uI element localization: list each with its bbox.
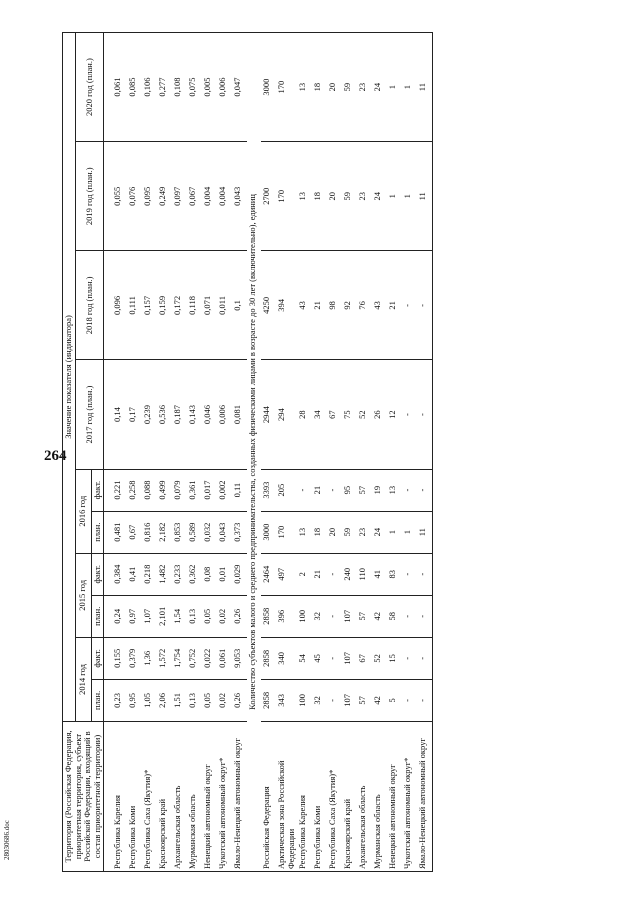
table-row (417, 33, 433, 872)
value-cell: 0,97 (127, 595, 142, 637)
value-cell: 0,221 (112, 469, 127, 511)
row-territory: Красноярский край (342, 722, 357, 872)
header-2018: 2018 год (план.) (75, 251, 104, 360)
value-cell: 0,011 (217, 251, 232, 360)
value-cell: 20 (327, 511, 342, 553)
value-cell: 0,155 (112, 637, 127, 679)
value-cell: 100 (297, 679, 312, 721)
value-cell: 13 (297, 142, 312, 251)
value-cell: - (327, 553, 342, 595)
header-fact: факт. (91, 553, 104, 595)
value-cell: 0,022 (202, 637, 217, 679)
value-cell: 0,589 (187, 511, 202, 553)
table-row (172, 33, 187, 872)
value-cell: - (417, 553, 433, 595)
value-cell: 1 (402, 33, 417, 142)
value-cell: 1,754 (172, 637, 187, 679)
header-2014: 2014 год (75, 637, 91, 721)
value-cell: 0,05 (202, 679, 217, 721)
row-territory: Мурманская область (187, 722, 202, 872)
value-cell: 59 (342, 33, 357, 142)
value-cell: 2858 (261, 595, 276, 637)
value-cell: 21 (312, 251, 327, 360)
value-cell: - (402, 469, 417, 511)
table-row (327, 33, 342, 872)
row-territory: Российская Федерация (261, 722, 276, 872)
value-cell: 59 (342, 511, 357, 553)
value-cell: 0,187 (172, 360, 187, 469)
value-cell: 52 (357, 360, 372, 469)
value-cell: 0,277 (157, 33, 172, 142)
value-cell: - (297, 469, 312, 511)
header-plan: план. (91, 679, 104, 721)
value-cell: 0,075 (187, 33, 202, 142)
value-cell: 0,085 (127, 33, 142, 142)
value-cell: 13 (387, 469, 402, 511)
value-cell: 43 (372, 251, 387, 360)
value-cell: 0,047 (232, 33, 247, 142)
value-cell: 294 (276, 360, 297, 469)
row-territory: Чукотский автономный округ* (402, 722, 417, 872)
row-territory: Арктическая зона Российской Федерации (276, 722, 297, 872)
value-cell: 0,362 (187, 553, 202, 595)
value-cell: 0,029 (232, 553, 247, 595)
value-cell: 92 (342, 251, 357, 360)
value-cell: 0,096 (112, 251, 127, 360)
value-cell: 20 (327, 33, 342, 142)
value-cell: 0,032 (202, 511, 217, 553)
table-row (276, 33, 297, 872)
value-cell: 2700 (261, 142, 276, 251)
value-cell: 0,13 (187, 595, 202, 637)
value-cell: 0,233 (172, 553, 187, 595)
value-cell: - (327, 469, 342, 511)
value-cell: 3000 (261, 511, 276, 553)
value-cell: 0,006 (217, 360, 232, 469)
value-cell: 0,752 (187, 637, 202, 679)
row-territory: Ямало-Ненецкий автономный округ (232, 722, 247, 872)
value-cell: 2858 (261, 637, 276, 679)
value-cell: 0,379 (127, 637, 142, 679)
row-territory: Мурманская область (372, 722, 387, 872)
value-cell: 100 (297, 595, 312, 637)
value-cell: 0,373 (232, 511, 247, 553)
value-cell: 11 (417, 33, 433, 142)
value-cell: 0,05 (202, 595, 217, 637)
value-cell: 1 (402, 511, 417, 553)
value-cell: 396 (276, 595, 297, 637)
value-cell: 59 (342, 142, 357, 251)
row-territory: Красноярский край (157, 722, 172, 872)
value-cell: 340 (276, 637, 297, 679)
value-cell: 0,816 (142, 511, 157, 553)
value-cell: - (417, 360, 433, 469)
header-plan: план. (91, 511, 104, 553)
value-cell: 1,05 (142, 679, 157, 721)
value-cell: 110 (357, 553, 372, 595)
value-cell: 0,41 (127, 553, 142, 595)
table-row (387, 33, 402, 872)
value-cell: - (327, 637, 342, 679)
value-cell: 0,095 (142, 142, 157, 251)
value-cell: 0,017 (202, 469, 217, 511)
value-cell: 0,172 (172, 251, 187, 360)
value-cell: 107 (342, 595, 357, 637)
value-cell: 21 (387, 251, 402, 360)
value-cell: 0,055 (112, 142, 127, 251)
value-cell: 0,118 (187, 251, 202, 360)
table-row (187, 33, 202, 872)
header-fact: факт. (91, 469, 104, 511)
row-territory: Республика Саха (Якутия)* (142, 722, 157, 872)
table-row (297, 33, 312, 872)
value-cell: 57 (357, 679, 372, 721)
value-cell: - (327, 595, 342, 637)
value-cell: 58 (387, 595, 402, 637)
table-row (232, 33, 247, 872)
value-cell: 0,17 (127, 360, 142, 469)
value-cell: 0,111 (127, 251, 142, 360)
value-cell: 0,043 (232, 142, 247, 251)
value-cell: 1 (387, 33, 402, 142)
value-cell: 1,54 (172, 595, 187, 637)
value-cell: 0,258 (127, 469, 142, 511)
value-cell: 28 (297, 360, 312, 469)
header-2020: 2020 год (план.) (75, 33, 104, 142)
rotated-table-container (62, 32, 522, 872)
row-territory: Республика Коми (127, 722, 142, 872)
value-cell: 54 (297, 637, 312, 679)
value-cell: 20 (327, 142, 342, 251)
value-cell: 0,108 (172, 33, 187, 142)
value-cell: 0,11 (232, 469, 247, 511)
value-cell: - (402, 637, 417, 679)
value-cell: 0,043 (217, 511, 232, 553)
value-cell: 18 (312, 142, 327, 251)
value-cell: 0,02 (217, 595, 232, 637)
value-cell: - (402, 553, 417, 595)
value-cell: 0,384 (112, 553, 127, 595)
value-cell: 0,239 (142, 360, 157, 469)
value-cell: - (417, 679, 433, 721)
value-cell: - (417, 637, 433, 679)
value-cell: 0,143 (187, 360, 202, 469)
value-cell: 0,218 (142, 553, 157, 595)
value-cell: 2464 (261, 553, 276, 595)
value-cell: 1,07 (142, 595, 157, 637)
value-cell: 24 (372, 142, 387, 251)
value-cell: 0,1 (232, 251, 247, 360)
table-row (342, 33, 357, 872)
value-cell: 34 (312, 360, 327, 469)
value-cell: 4250 (261, 251, 276, 360)
value-cell: 2,182 (157, 511, 172, 553)
value-cell: 0,08 (202, 553, 217, 595)
value-cell: 21 (312, 553, 327, 595)
value-cell: 57 (357, 595, 372, 637)
value-cell: 13 (297, 33, 312, 142)
value-cell: 0,061 (112, 33, 127, 142)
value-cell: 1 (387, 511, 402, 553)
table-row (217, 33, 232, 872)
table-row (312, 33, 327, 872)
value-cell: 0,088 (142, 469, 157, 511)
table-row (127, 33, 142, 872)
value-cell: 3393 (261, 469, 276, 511)
value-cell: 32 (312, 595, 327, 637)
table-body (104, 33, 433, 872)
value-cell: 1 (402, 142, 417, 251)
header-plan: план. (91, 595, 104, 637)
value-cell: - (402, 251, 417, 360)
table-row (142, 33, 157, 872)
value-cell: 1,482 (157, 553, 172, 595)
row-territory: Ямало-Ненецкий автономный округ (417, 722, 433, 872)
value-cell: 0,004 (217, 142, 232, 251)
value-cell: - (417, 251, 433, 360)
value-cell: - (402, 360, 417, 469)
header-territory: Территория (Российская Федерация, приоритетная территория, субъект Российской Федерации, входящий в состав приоритетной территории) (63, 722, 104, 872)
value-cell: 0,067 (187, 142, 202, 251)
value-cell: 32 (312, 679, 327, 721)
row-territory: Республика Саха (Якутия)* (327, 722, 342, 872)
value-cell: 83 (387, 553, 402, 595)
value-cell: 2858 (261, 679, 276, 721)
header-2019: 2019 год (план.) (75, 142, 104, 251)
value-cell: 0,002 (217, 469, 232, 511)
value-cell: 394 (276, 251, 297, 360)
header-2015: 2015 год (75, 553, 91, 637)
value-cell: 205 (276, 469, 297, 511)
value-cell: 24 (372, 33, 387, 142)
table-row (202, 33, 217, 872)
value-cell: 26 (372, 360, 387, 469)
value-cell: 1,51 (172, 679, 187, 721)
row-territory: Республика Карелия (112, 722, 127, 872)
value-cell: 0,361 (187, 469, 202, 511)
value-cell: 0,14 (112, 360, 127, 469)
value-cell: - (402, 595, 417, 637)
value-cell: - (327, 679, 342, 721)
value-cell: 23 (357, 142, 372, 251)
value-cell: 0,046 (202, 360, 217, 469)
value-cell: 42 (372, 679, 387, 721)
value-cell: 0,071 (202, 251, 217, 360)
row-territory: Архангельская область (172, 722, 187, 872)
value-cell: 0,097 (172, 142, 187, 251)
value-cell: 5 (387, 679, 402, 721)
value-cell: 0,106 (142, 33, 157, 142)
value-cell: 0,01 (217, 553, 232, 595)
header-fact: факт. (91, 637, 104, 679)
value-cell: 0,061 (217, 637, 232, 679)
section-title: Количество субъектов малого и среднего предпринимательства, созданных физическими лицами в возрасте до 30 лет (включительно), единиц (247, 33, 261, 872)
value-cell: 21 (312, 469, 327, 511)
value-cell: 24 (372, 511, 387, 553)
table-row (402, 33, 417, 872)
value-cell: 170 (276, 511, 297, 553)
value-cell: 98 (327, 251, 342, 360)
value-cell: 18 (312, 33, 327, 142)
value-cell: 18 (312, 511, 327, 553)
indicator-table (62, 32, 433, 872)
value-cell: 0,95 (127, 679, 142, 721)
value-cell: 107 (342, 637, 357, 679)
value-cell: 0,004 (202, 142, 217, 251)
value-cell: 2944 (261, 360, 276, 469)
value-cell: 0,005 (202, 33, 217, 142)
table-row (261, 33, 276, 872)
value-cell: 67 (327, 360, 342, 469)
table-row (112, 33, 127, 872)
row-territory: Ненецкий автономный округ (202, 722, 217, 872)
value-cell: 0,67 (127, 511, 142, 553)
value-cell: - (417, 469, 433, 511)
row-territory: Республика Коми (312, 722, 327, 872)
value-cell: 0,159 (157, 251, 172, 360)
value-cell: 43 (297, 251, 312, 360)
value-cell: 0,02 (217, 679, 232, 721)
header-indicator: Значение показателя (индикатора) (63, 33, 76, 722)
value-cell: 170 (276, 33, 297, 142)
value-cell: 240 (342, 553, 357, 595)
spacer-row (104, 33, 113, 872)
value-cell: 1,36 (142, 637, 157, 679)
value-cell: 23 (357, 511, 372, 553)
value-cell: 0,081 (232, 360, 247, 469)
table-row (372, 33, 387, 872)
value-cell: 0,536 (157, 360, 172, 469)
value-cell: 0,26 (232, 679, 247, 721)
value-cell: 3000 (261, 33, 276, 142)
row-territory: Республика Карелия (297, 722, 312, 872)
value-cell: - (402, 679, 417, 721)
value-cell: 11 (417, 511, 433, 553)
value-cell: 0,481 (112, 511, 127, 553)
value-cell: 107 (342, 679, 357, 721)
header-2016: 2016 год (75, 469, 91, 553)
page-number: 264 (44, 448, 67, 464)
value-cell: 0,157 (142, 251, 157, 360)
value-cell: 0,26 (232, 595, 247, 637)
row-territory: Чукотский автономный округ* (217, 722, 232, 872)
value-cell: 0,006 (217, 33, 232, 142)
value-cell: 15 (387, 637, 402, 679)
value-cell: 0,13 (187, 679, 202, 721)
value-cell: 67 (357, 637, 372, 679)
value-cell: 0,076 (127, 142, 142, 251)
value-cell: 0,249 (157, 142, 172, 251)
header-2017: 2017 год (план.) (75, 360, 104, 469)
row-territory: Ненецкий автономный округ (387, 722, 402, 872)
value-cell: 0,499 (157, 469, 172, 511)
value-cell: 0,24 (112, 595, 127, 637)
value-cell: 343 (276, 679, 297, 721)
value-cell: 52 (372, 637, 387, 679)
footer-doc-code: 28030686.doc (3, 820, 11, 860)
value-cell: 76 (357, 251, 372, 360)
value-cell: 0,23 (112, 679, 127, 721)
value-cell: 2,101 (157, 595, 172, 637)
value-cell: 13 (297, 511, 312, 553)
value-cell: 0,079 (172, 469, 187, 511)
table-row (157, 33, 172, 872)
value-cell: 9,053 (232, 637, 247, 679)
value-cell: 1,572 (157, 637, 172, 679)
value-cell: 0,853 (172, 511, 187, 553)
section-title-row (247, 33, 261, 872)
value-cell: 2 (297, 553, 312, 595)
value-cell: 75 (342, 360, 357, 469)
row-territory: Архангельская область (357, 722, 372, 872)
value-cell: 19 (372, 469, 387, 511)
value-cell: 41 (372, 553, 387, 595)
value-cell: 1 (387, 142, 402, 251)
value-cell: 57 (357, 469, 372, 511)
value-cell: 42 (372, 595, 387, 637)
value-cell: 95 (342, 469, 357, 511)
value-cell: 170 (276, 142, 297, 251)
value-cell: 12 (387, 360, 402, 469)
value-cell: - (417, 595, 433, 637)
value-cell: 497 (276, 553, 297, 595)
value-cell: 23 (357, 33, 372, 142)
value-cell: 45 (312, 637, 327, 679)
value-cell: 2,06 (157, 679, 172, 721)
value-cell: 11 (417, 142, 433, 251)
table-row (357, 33, 372, 872)
